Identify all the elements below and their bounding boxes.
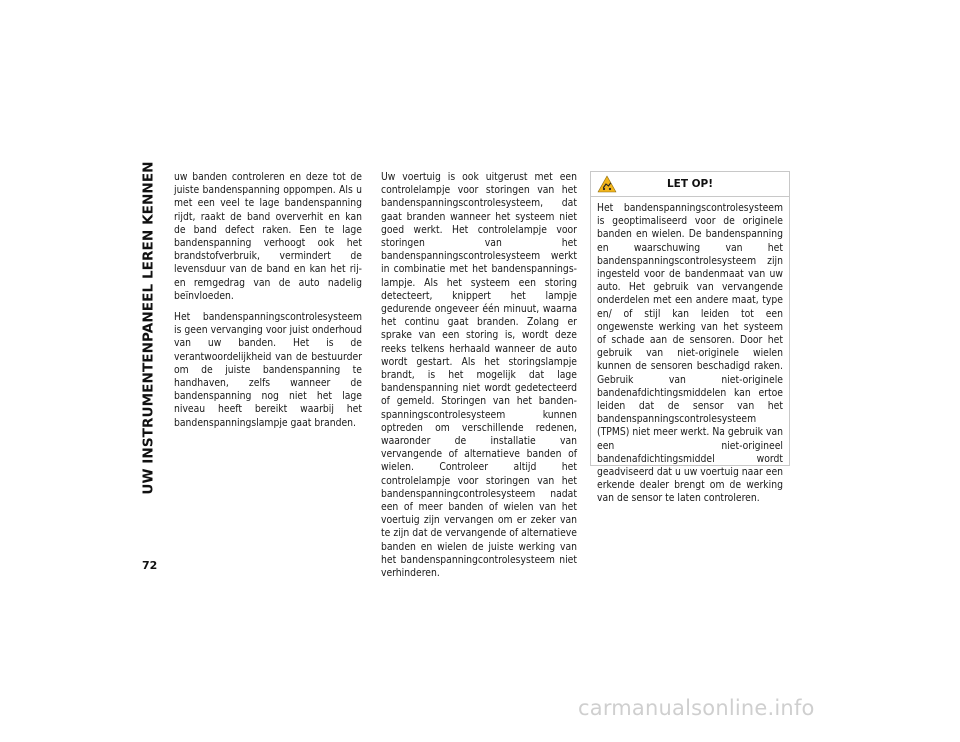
paragraph: Het bandenspanningscontrolesysteem is geen vervanging voor juist onderhoud van uw banden. Het is de verantwoordelijkheid van de bestuurder om de juiste bandenspanning te handhaven, zelfs wanneer de bandenspanning nog niet het lage niveau heeft bereikt waarbij het bandenspanningslampje gaat branden.	[174, 311, 362, 429]
text-column-left	[174, 171, 362, 438]
text-column-middle	[381, 171, 577, 588]
page-number: 72	[142, 559, 158, 572]
paragraph: uw banden controleren en deze tot de juiste bandenspanning oppompen. Als u met een veel te lage bandenspanning rijdt, raakt de band oververhit en kan de band defect raken. Een te lage bandenspanning verhoogt ook het brandstofverbruik, vermindert de levensduur van de band en kan het rij- en remgedrag van de auto nadelig beïnvloeden.	[174, 171, 362, 302]
warning-body: Het bandenspanningscontrolesysteem is geoptimaliseerd voor de originele banden en wielen. De bandenspanning en waarschuwing van het bandenspanningscontrolesysteem zijn ingesteld voor de bandenmaat van uw auto. Het gebruik van vervangende onderdelen met een andere maat, type en/ of stijl kan leiden tot een ongewenste werking van het systeem of schade aan de sensoren. Door het gebruik van niet-originele wielen kunnen de sensoren beschadigd raken. Gebruik van niet-originele bandenafdichtingsmiddelen kan ertoe leiden dat de sensor van het bandenspanningscontrolesysteem (TPMS) niet meer werkt. Na gebruik van een niet-origineel bandenafdichtingsmiddel wordt geadviseerd dat u uw voertuig naar een erkende dealer brengt om de werking van de sensor te laten controleren.	[597, 202, 784, 505]
section-title-text: UW INSTRUMENTENPANEEL LEREN KENNEN	[141, 161, 158, 495]
warning-box	[590, 171, 790, 505]
section-title-vertical	[139, 161, 159, 495]
warning-header	[591, 172, 789, 197]
watermark[interactable]: carmanualsonline.info	[578, 696, 815, 720]
warning-title: LET OP!	[666, 178, 714, 190]
paragraph: Uw voertuig is ook uitgerust met een controlelampje voor storingen van het bandenspanningscontrolesysteem, dat gaat branden wanneer het systeem niet goed werkt. Het controlelampje voor storingen van het bandenspanningscontrolesysteem werkt in combinatie met het bandenspanningslampje. Als het systeem een storing detecteert, knippert het lampje gedurende ongeveer één minuut, waarna het continu gaat branden. Zolang er sprake van een storing is, wordt deze reeks telkens herhaald wanneer de auto wordt gestart. Als het storingslampje brandt, is het mogelijk dat lage bandenspanning niet wordt gedetecteerd of gemeld. Storingen van het bandenspanningscontrolesysteem kunnen optreden om verschillende redenen, waaronder de installatie van vervangende of alternatieve banden of wielen. Controleer altijd het controlelampje voor storingen van het bandenspanningcontrolesysteem nadat een of meer banden of wielen van het voertuig zijn vervangen om er zeker van te zijn dat de vervangende of alternatieve banden en wielen de juiste werking van het bandenspanningcontrolesysteem niet verhinderen.	[381, 171, 577, 580]
